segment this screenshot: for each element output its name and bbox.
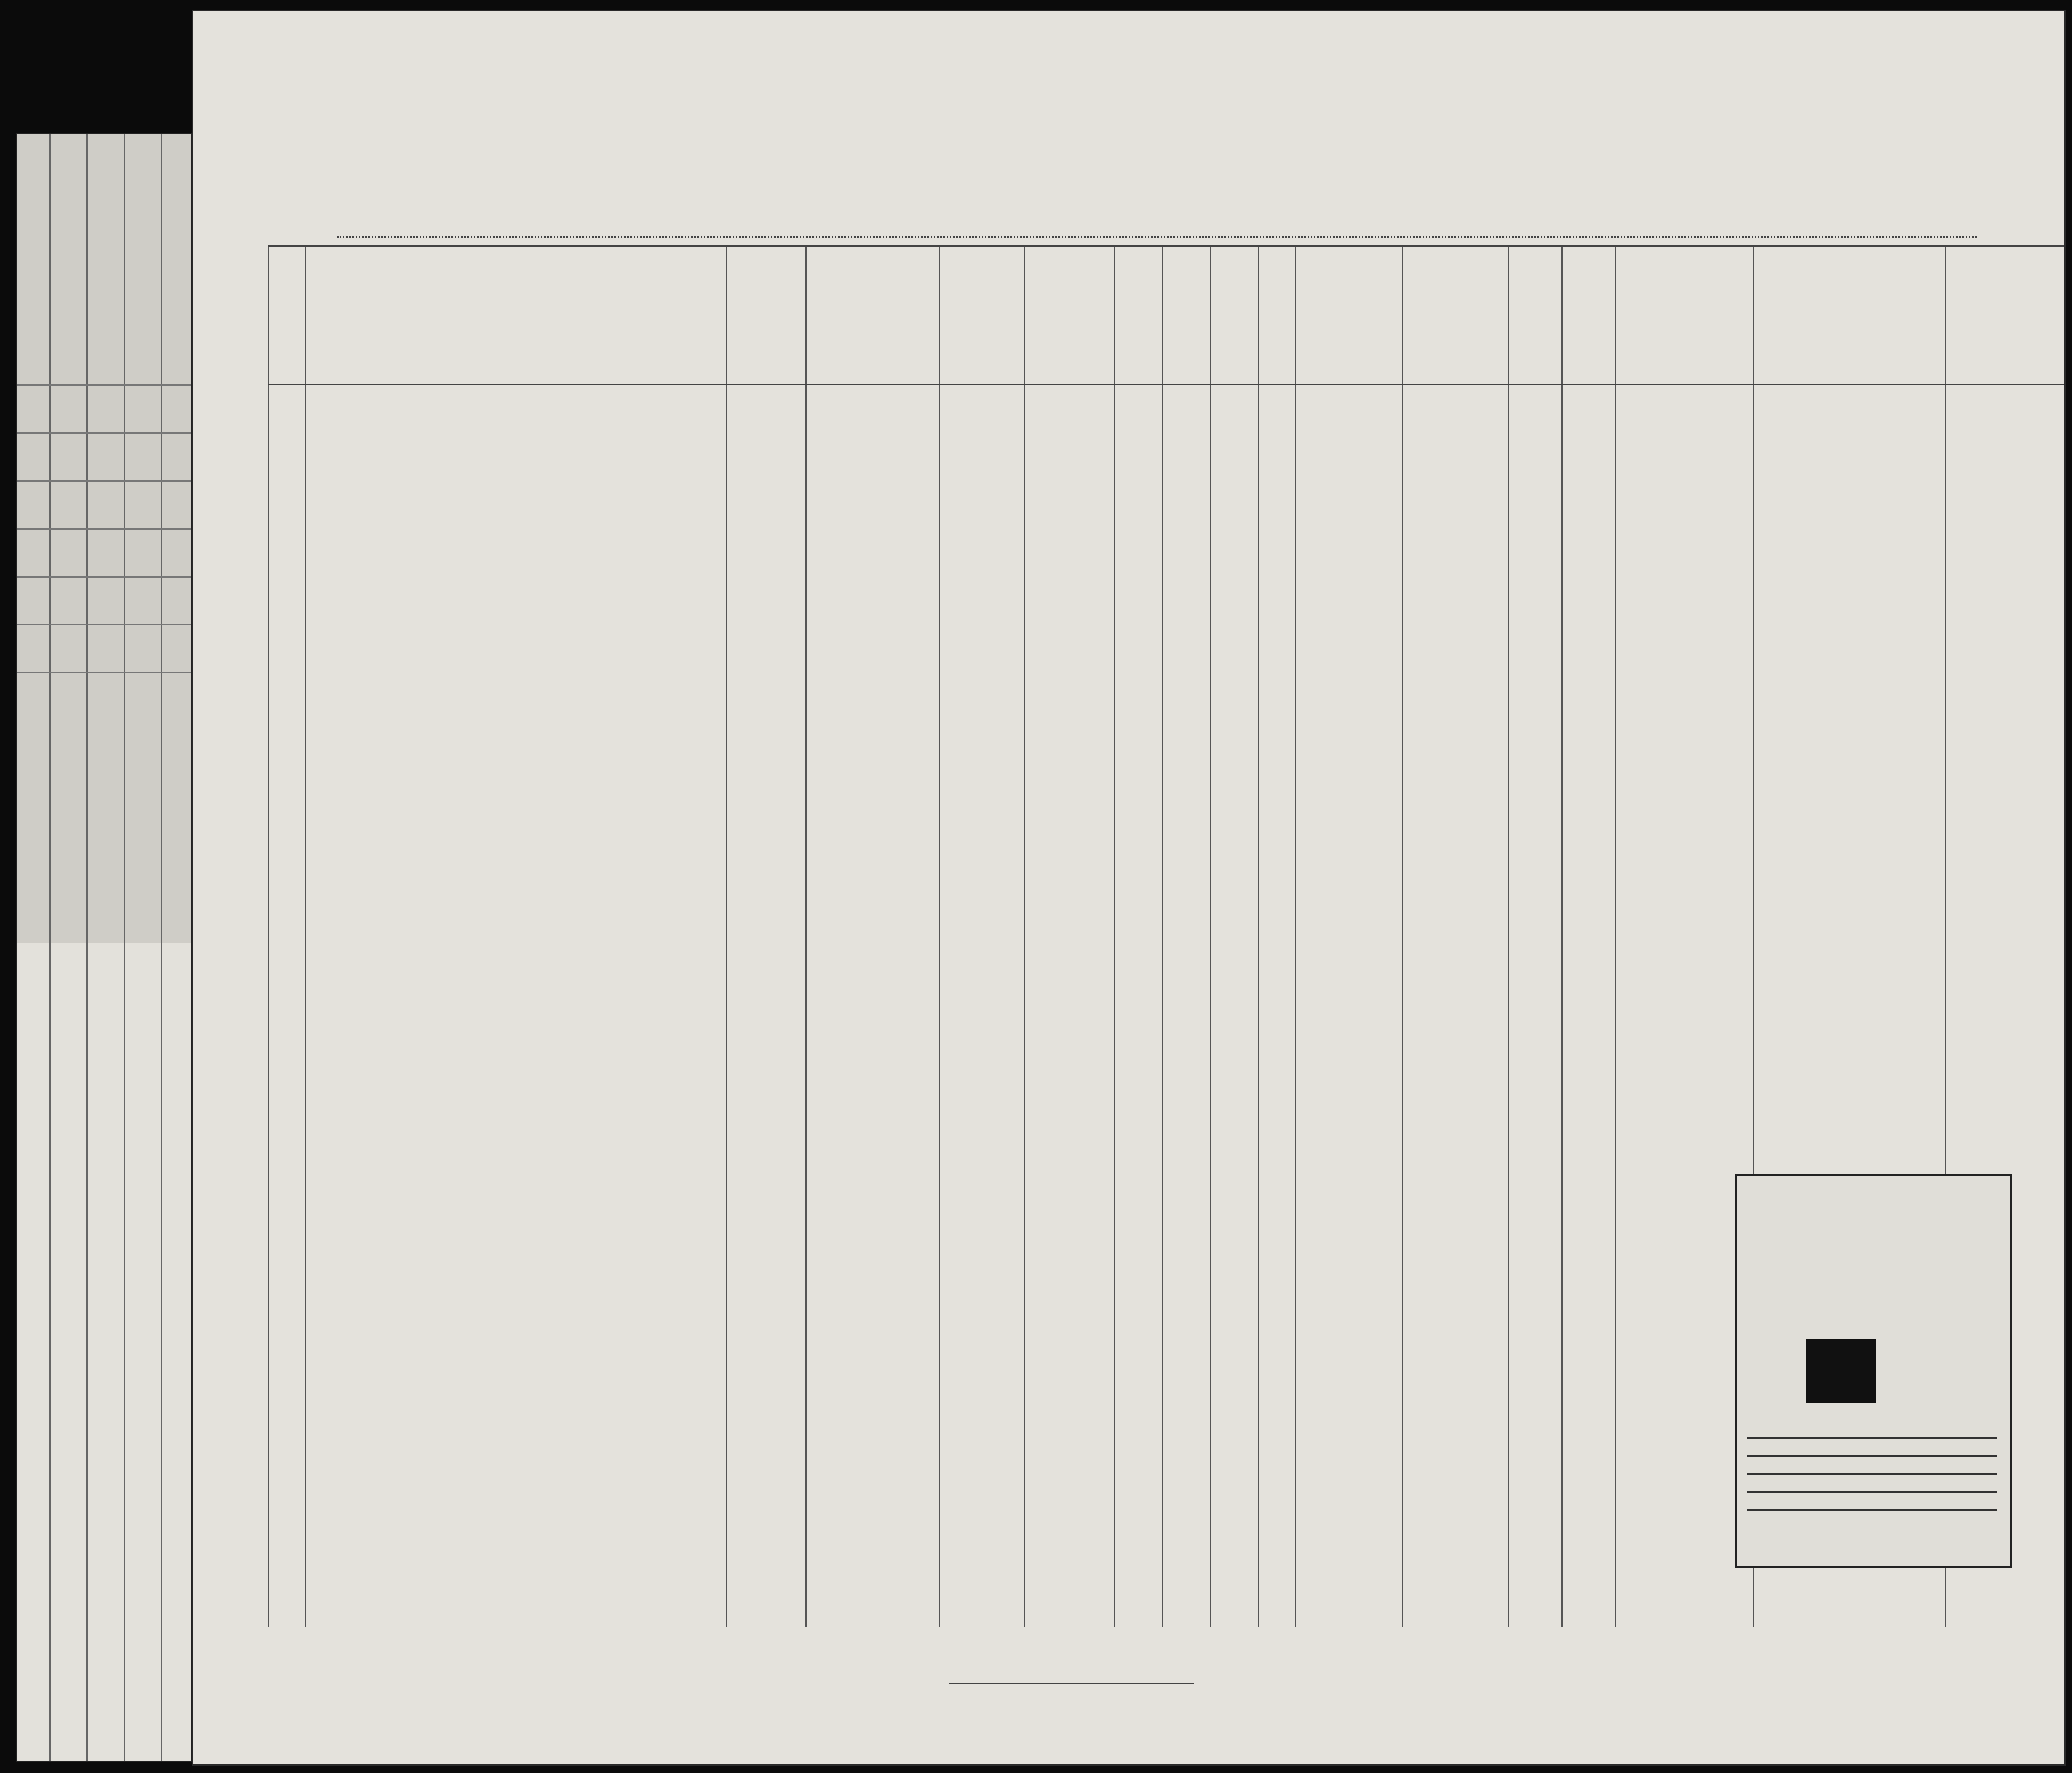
discharged-section <box>17 943 191 1762</box>
fee-stamp <box>1806 1339 1876 1403</box>
voyage-line <box>193 195 2066 243</box>
stamp-struck-lines <box>1747 1437 1997 1511</box>
manifest-document <box>192 10 2066 1766</box>
side-flap <box>16 133 192 1762</box>
hospital-section <box>17 134 191 943</box>
